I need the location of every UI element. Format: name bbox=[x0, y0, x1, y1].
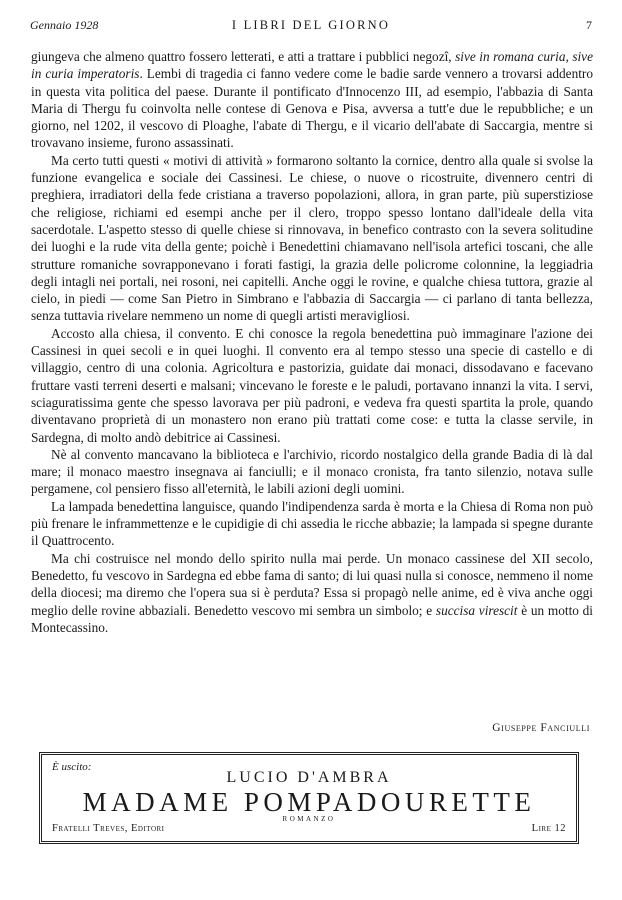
header-journal-title: I LIBRI DEL GIORNO bbox=[231, 18, 391, 32]
author-signature: Giuseppe Fanciulli bbox=[492, 722, 590, 734]
ad-price: Lire 12 bbox=[531, 823, 566, 834]
paragraph-2: Ma certo tutti questi « motivi di attività » formarono soltanto la cornice, dentro alla quale si svolse la funzione evangelica e sociale dei Cassinesi. Le chiese, o nuove o ricostruite, divennero centri di preghiera, irradiatori della fede cristiana a traverso popolazioni, allora, in gran parte, più superstiziose che religiose, richiami ed esempi anche per il clero, troppo spesso lontano dall'ideale della vita sacerdotale. L'aspetto stesso di quelle chiese si rinnovava, in benefico contrasto con la severa solitudine dei luoghi e la rude vita della gente; poichè i Benedettini chiamavano nell'isola artefici toscani, che alle strutture romaniche sovrapponevano i forati fastigi, la grazia delle policrome colonnine, la leggiadria degli intagli nei portali, nei rosoni, nei capitelli. Anche oggi le rovine, e qualche chiesa tuttora, grazie al cielo, in piedi — come San Pietro in Simbrano e l'abbazia di Saccargia — ci parlano di tanta bellezza, senza tuttavia rivelare nemmeno un nome di quegli artisti meravigliosi. bbox=[31, 152, 593, 324]
paragraph-1-latin-phrase: sive in romana curia, sive in curia imperatoris bbox=[31, 49, 593, 82]
paragraph-4: Nè al convento mancavano la biblioteca e l'archivio, ricordo nostalgico della grande Badia di là dal mare; il monaco maestro insegnava ai fanciulli; e il monaco cronista, fra tanto silenzio, notava sulle pergamene, col pensiero fisso all'eternità, le labili azioni degli uomini. bbox=[31, 446, 593, 497]
paragraph-3: Accosto alla chiesa, il convento. E chi conosce la regola benedettina può immaginare l'azione dei Cassinesi in quei secoli e in quei luoghi. Il convento era al tempo stesso una specie di castello e di villaggio, centro di una colonia. Agricoltura e pastorizia, guidate dai monaci, dissodavano e facevano fruttare vasti terreni deserti e malsani; vincevano le foreste e le paludi, portavano innanzi la vita. I servi, sciaguratissima gente che spesso lavorava per più padroni, e vedeva fra questi spartita la prole, quando diventavano proprietà di un monastero non erano più trattati come cose: e tutta la classe servile, in Sardegna, di molto andò debitrice ai Cassinesi. bbox=[31, 325, 593, 445]
article-body bbox=[31, 48, 593, 636]
paragraph-6 bbox=[31, 550, 593, 636]
header-date: Gennaio 1928 bbox=[30, 18, 99, 32]
page-number: 7 bbox=[586, 18, 592, 32]
paragraph-6-text-c: è un motto di Montecassino. bbox=[31, 602, 593, 635]
ad-publisher: Fratelli Treves, Editori bbox=[52, 823, 165, 834]
paragraph-1-text-a: giungeva che almeno quattro fossero letterati, e atti a trattare i pubblici negozî, bbox=[31, 49, 456, 64]
ad-book-title: MADAME POMPADOURETTE bbox=[82, 787, 536, 817]
paragraph-6-text-a: Ma chi costruisce nel mondo dello spirito nulla mai perde. Un monaco cassinese del XII secolo, Benedetto, fu vescovo in Sardegna ed ebbe fama di santo; di lui quasi nulla si conosce, nemmeno il nome della diocesi; ma diremo che l'opera sua si è perduta? Essa si propagò nelle anime, ed è viva anche oggi meglio delle rovine abbaziali. Benedetto vescovo mi sembra un simbolo; e bbox=[31, 550, 593, 618]
running-header bbox=[30, 18, 592, 36]
paragraph-6-motto: succisa virescit bbox=[435, 602, 518, 618]
ad-author: LUCIO D'AMBRA bbox=[226, 769, 392, 786]
paragraph-1-text-c: . Lembi di tragedia ci fanno vedere come le badie sarde vennero a trovarsi addentro in questa vita politica del paese. Durante il pontificato d'Innocenzo III, ad esempio, l'abbazia di Santa Maria di Thergu fu coinvolta nelle contese di Genova e Pisa, avversa a tutt'e due le repubbliche; e un giorno, nel 1202, il vescovo di Ploaghe, l'abate di Thergu, e il vicario dell'abate di Saccargia, mentre si trovavano insieme, furono assassinati. bbox=[31, 66, 594, 151]
paragraph-5: La lampada benedettina languisce, quando l'indipendenza sarda è morta e la Chiesa di Roma non può più frenare le inframmettenze e le cupidigie di chi assedia le ricche abbazie; la lampada si spegne durante il Quattrocento. bbox=[31, 498, 593, 549]
book-advertisement bbox=[39, 752, 579, 844]
ad-genre: ROMANZO bbox=[282, 815, 336, 823]
paragraph-1 bbox=[31, 48, 593, 152]
ad-uscito-label: È uscito: bbox=[52, 761, 92, 773]
